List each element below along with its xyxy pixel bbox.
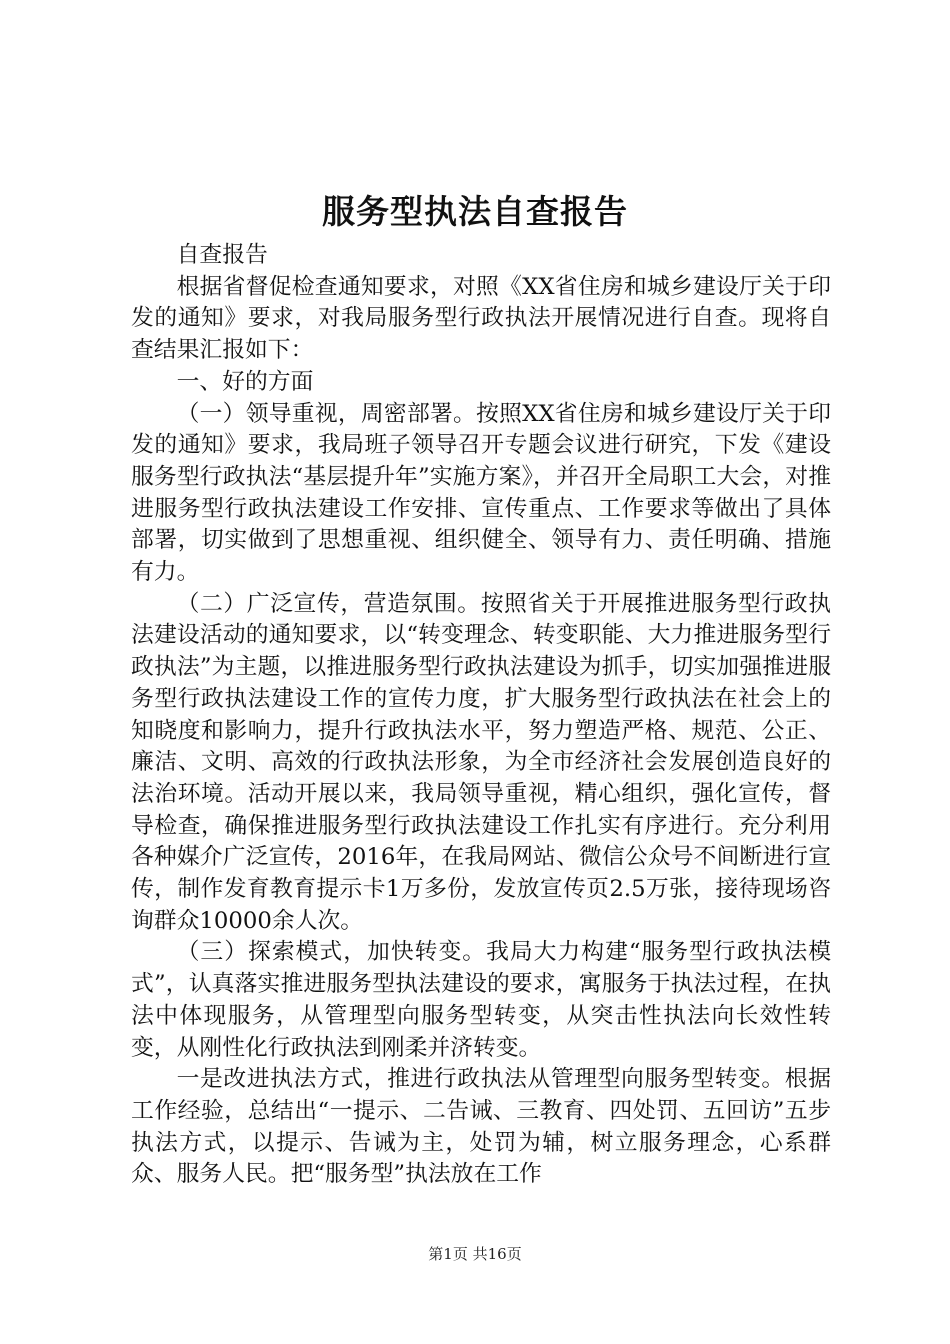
paragraph-publicity: （二）广泛宣传，营造氛围。按照省关于开展推进服务型行政执法建设活动的通知要求，以“转变理念、转变职能、大力推进服务型行政执法”为主题，以推进服务型行政执法建设为抓手，切实加强推进服务型行政执法建设工作的宣传力度，扩大服务型行政执法在社会上的知晓度和影响力，提升行政执法水平，努力塑造严格、规范、公正、廉洁、文明、高效的行政执法形象，为全市经济社会发展创造良好的法治环境。活动开展以来，我局领导重视，精心组织，强化宣传，督导检查，确保推进服务型行政执法建设工作扎实有序进行。充分利用各种媒介广泛宣传，2016年，在我局网站、微信公众号不间断进行宣传，制作发育教育提示卡1万多份，发放宣传页2.5万张，接待现场咨询群众10000余人次。 xyxy=(131,590,831,934)
paragraph-heading-self-check: 自查报告 xyxy=(176,242,268,268)
page-footer: 第1页 共16页 xyxy=(428,1245,522,1263)
paragraph-leadership: （一）领导重视，周密部署。按照XX省住房和城乡建设厅关于印发的通知》要求，我局班子领导召开专题会议进行研究，下发《建设服务型行政执法“基层提升年”实施方案》，并召开全局职工大会，对推进服务型行政执法建设工作安排、宣传重点、工作要求等做出了具体部署，切实做到了思想重视、组织健全、领导有力、责任明确、措施有力。 xyxy=(131,400,831,586)
document-title: 服务型执法自查报告 xyxy=(322,192,628,231)
paragraph-intro: 根据省督促检查通知要求，对照《XX省住房和城乡建设厅关于印发的通知》要求，对我局服务型行政执法开展情况进行自查。现将自查结果汇报如下： xyxy=(131,273,831,364)
document-body xyxy=(131,240,831,1191)
section-heading-good-aspects: 一、好的方面 xyxy=(176,368,314,395)
paragraph-improve-methods: 一是改进执法方式，推进行政执法从管理型向服务型转变。根据工作经验，总结出“一提示、二告诫、三教育、四处罚、五回访”五步执法方式，以提示、告诫为主，处罚为辅，树立服务理念，心系群众、服务人民。把“服务型”执法放在工作 xyxy=(131,1066,831,1188)
paragraph-explore-model: （三）探索模式，加快转变。我局大力构建“服务型行政执法模式”，认真落实推进服务型执法建设的要求，寓服务于执法过程，在执法中体现服务，从管理型向服务型转变，从突击性执法向长效性转变，从刚性化行政执法到刚柔并济转变。 xyxy=(131,939,831,1061)
